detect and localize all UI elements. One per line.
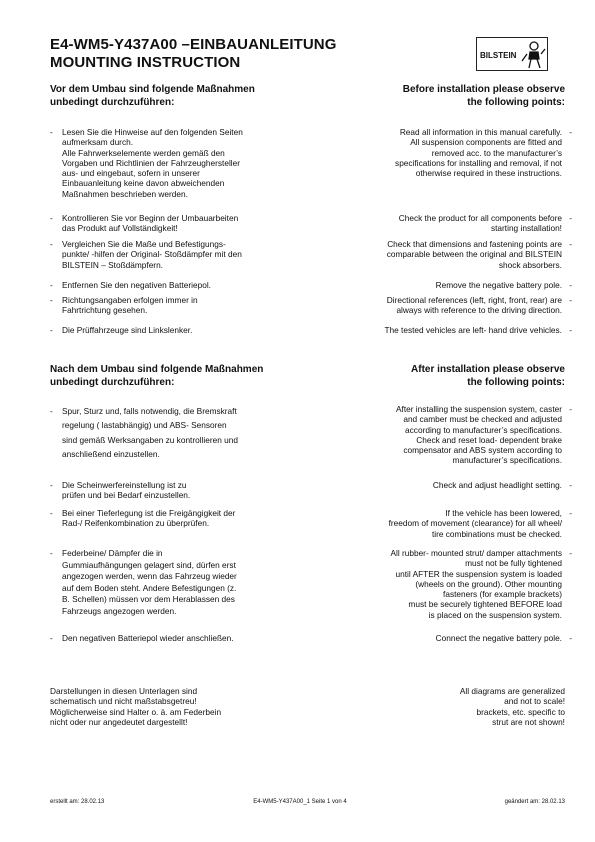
diagram-note-en: All diagrams are generalized and not to scale! brackets, etc. specific to strut are not shown!	[459, 686, 565, 727]
section1-heading-en: Before installation please observe the following points:	[402, 84, 565, 108]
footer-page: E4-WM5-Y437A00_1 Seite 1 von 4	[253, 799, 347, 805]
bilstein-logo	[476, 37, 548, 71]
section2-heading-de: Nach dem Umbau sind folgende Maßnahmen unbedingt durchzuführen:	[50, 364, 264, 388]
section1-heading-de: Vor dem Umbau sind folgende Maßnahmen unbedingt durchzuführen:	[50, 84, 255, 108]
diagram-note-de: Darstellungen in diesen Unterlagen sind schematisch und nicht maßstabsgetreu! Möglicherweise sind Halter o. ä. am Federbein nicht oder nur angedeutet dargestellt!	[50, 686, 222, 727]
section2-heading-en: After installation please observe the following points:	[411, 364, 565, 388]
svg-text:BILSTEIN: BILSTEIN	[480, 51, 517, 60]
footer-changed: geändert am: 28.02.13	[504, 799, 565, 805]
document-title: E4-WM5-Y437A00 –EINBAUANLEITUNG MOUNTING INSTRUCTION	[50, 36, 337, 71]
footer-created: erstellt am: 28.02.13	[50, 799, 105, 805]
